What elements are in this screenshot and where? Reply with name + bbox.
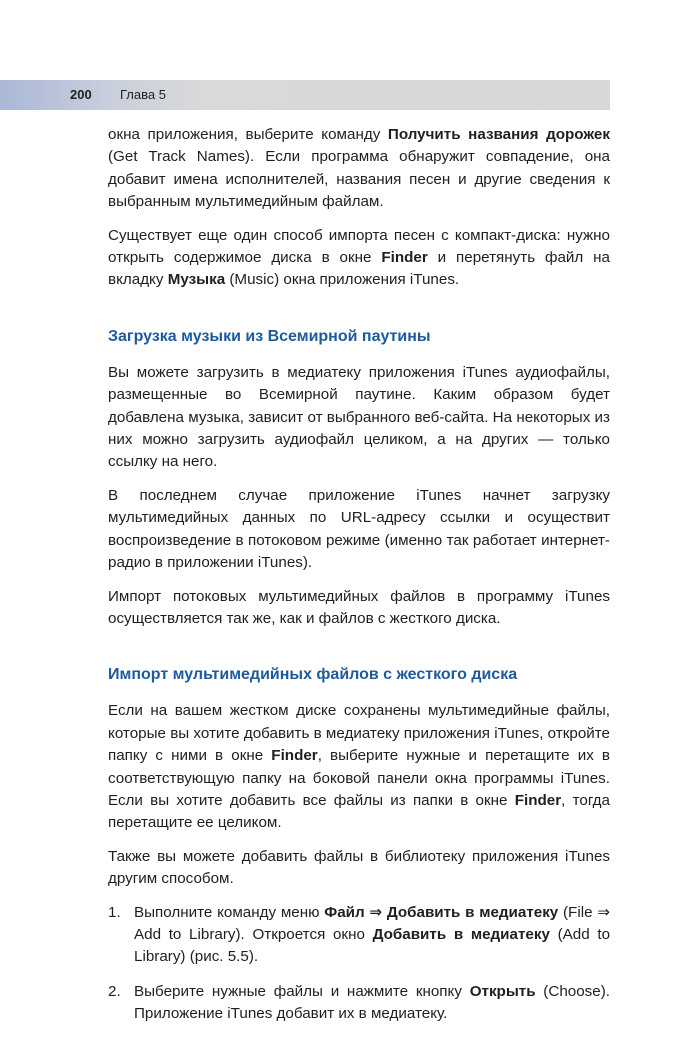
- paragraph: В последнем случае приложение iTunes начнет загрузку мультимедийных данных по URL-адресу ссылки и осуществит воспроизведение в потоковом режиме (именно так работает интернет-радио в приложении iTunes).: [108, 486, 610, 572]
- list-number: 1.: [108, 903, 121, 921]
- numbered-list: [108, 902, 610, 1026]
- paragraph: Существует еще один способ импорта песен с компакт-диска: нужно открыть содержимое диска в окне Finder и перетянуть файл на вкладку Музыка (Music) окна приложения iTunes.: [108, 226, 610, 289]
- page-number: 200: [70, 87, 92, 102]
- paragraph: Импорт потоковых мультимедийных файлов в программу iTunes осуществляется так же, как и файлов с жесткого диска.: [108, 587, 610, 627]
- section-heading: Загрузка музыки из Всемирной паутины: [108, 327, 431, 345]
- paragraph: Если на вашем жестком диске сохранены мультимедийные файлы, которые вы хотите добавить в медиатеку приложения iTunes, откройте папку с ними в окне Finder, выберите нужные и перетащите их в соответствующую папку на боковой панели окна программы iTunes. Если вы хотите добавить все файлы из папки в окне Finder, тогда перетащите ее целиком.: [108, 702, 610, 832]
- list-item: 2. Выберите нужные файлы и нажмите кнопку Открыть (Choose). Приложение iTunes добавит их в медиатеку.: [108, 982, 610, 1023]
- chapter-title: Глава 5: [120, 87, 166, 102]
- paragraph: Также вы можете добавить файлы в библиотеку приложения iTunes другим способом.: [108, 847, 610, 888]
- list-item: 1. Выполните команду меню Файл ⇒ Добавить в медиатеку (File ⇒ Add to Library). Откроется окно Добавить в медиатеку (Add to Library) (рис. 5.5).: [108, 903, 611, 966]
- list-number: 2.: [108, 982, 121, 1000]
- paragraph: Вы можете загрузить в медиатеку приложения iTunes аудиофайлы, размещенные во Всемирной паутине. Каким образом будет добавлена музыка, зависит от выбранного веб-сайта. На некоторых из них можно загрузить аудиофайл целиком, а на других — только ссылку на него.: [108, 363, 610, 471]
- page-content: [108, 124, 610, 1038]
- section-heading: Импорт мультимедийных файлов с жесткого диска: [108, 666, 518, 684]
- paragraph: окна приложения, выберите команду Получить названия дорожек (Get Track Names). Если программа обнаружит совпадение, она добавит имена исполнителей, названия песен и другие сведения к выбранным мультимедийным файлам.: [108, 126, 610, 211]
